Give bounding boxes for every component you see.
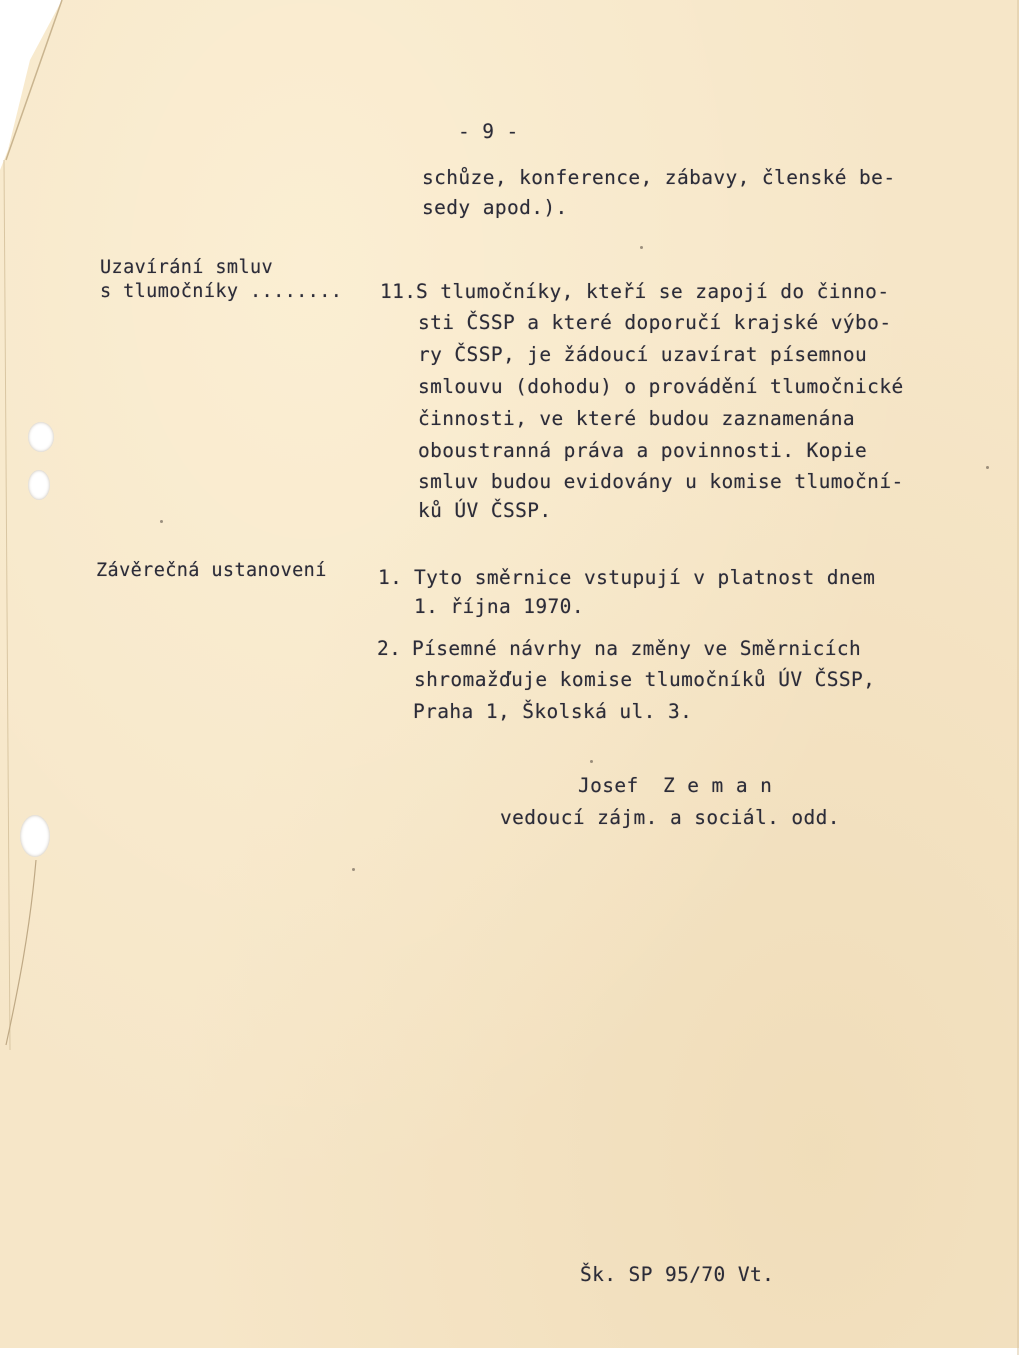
paper-speck [160, 520, 163, 523]
final-item-line: shromažďuje komise tlumočníků ÚV ČSSP, [414, 668, 876, 691]
paper-speck [640, 246, 643, 249]
punch-hole [28, 470, 50, 500]
contracts-text-line: S tlumočníky, kteří se zapojí do činno- [416, 280, 890, 303]
contracts-text-line: ků ÚV ČSSP. [418, 499, 552, 522]
contracts-text-line: činnosti, ve které budou zaznamenána [418, 407, 856, 430]
paper-speck [590, 760, 593, 763]
final-item-line: Písemné návrhy na změny ve Směrnicích [412, 637, 862, 660]
section-heading-final: Závěrečná ustanovení [96, 560, 327, 581]
final-item-number: 1. [378, 566, 403, 589]
section-heading-contracts: Uzavírání smluv [100, 257, 274, 278]
contracts-text-line: smlouvu (dohodu) o provádění tlumočnické [418, 375, 904, 398]
contracts-text-line: sti ČSSP a které doporučí krajské výbo- [418, 311, 892, 334]
contracts-text-line: smluv budou evidovány u komise tlumoční- [418, 470, 904, 493]
final-item-number: 2. [377, 637, 402, 660]
signature-title: vedoucí zájm. a sociál. odd. [500, 806, 840, 829]
page-number: - 9 - [458, 120, 519, 143]
punch-hole [28, 422, 54, 452]
section-heading-contracts-line-2: s tlumočníky ........ [100, 281, 343, 302]
contracts-text-line: oboustranná práva a povinnosti. Kopie [418, 439, 868, 462]
paper-speck [986, 466, 989, 469]
item-number: 11. [380, 280, 417, 303]
intro-line-1: schůze, konference, zábavy, členské be- [422, 166, 896, 189]
final-item-line: 1. října 1970. [414, 595, 584, 618]
final-item-line: Tyto směrnice vstupují v platnost dnem [414, 566, 876, 589]
document-reference: Šk. SP 95/70 Vt. [580, 1263, 775, 1286]
paper-speck [352, 868, 355, 871]
final-item-line: Praha 1, Školská ul. 3. [413, 700, 693, 723]
punch-hole [20, 815, 50, 857]
signature-name: Josef Z e m a n [578, 774, 773, 797]
intro-line-2: sedy apod.). [422, 196, 568, 219]
contracts-text-line: ry ČSSP, je žádoucí uzavírat písemnou [418, 343, 868, 366]
